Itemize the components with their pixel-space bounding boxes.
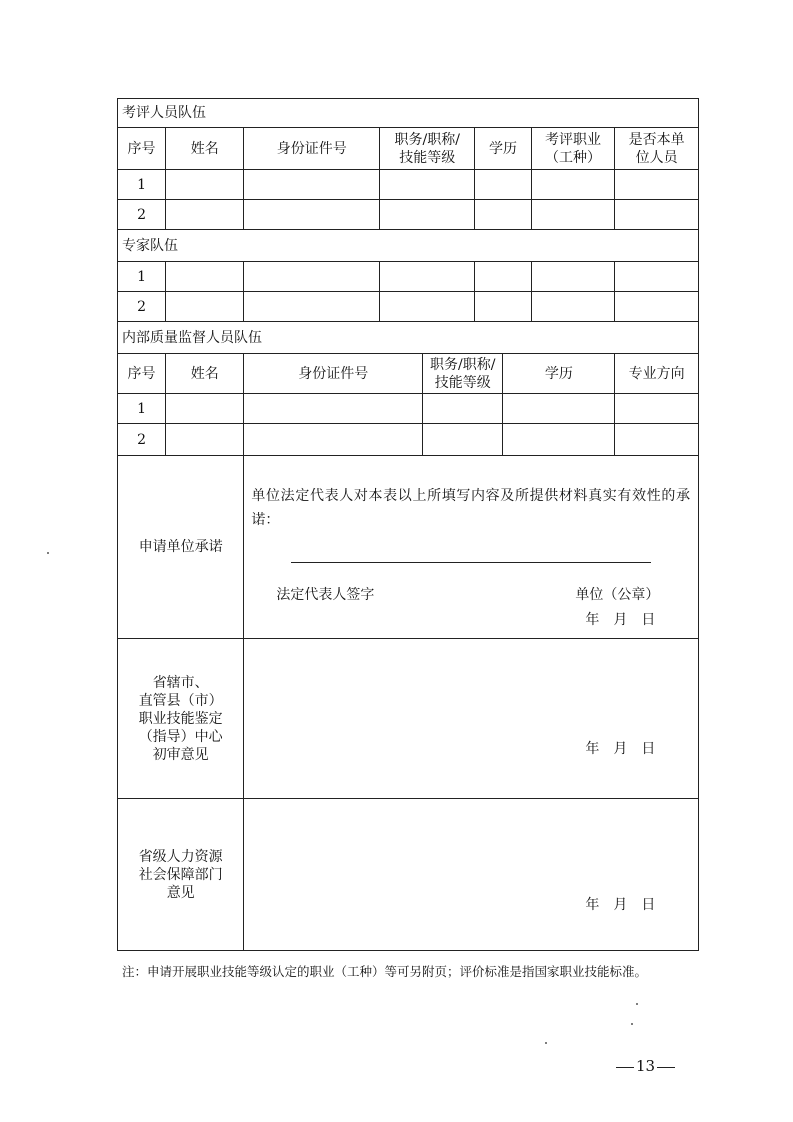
initial-review-date: 年 月 日 bbox=[585, 741, 656, 757]
row-number: 2 bbox=[118, 424, 166, 456]
position-cell[interactable] bbox=[380, 200, 475, 230]
id-number-cell[interactable] bbox=[244, 394, 423, 424]
hr-dept-cell[interactable] bbox=[244, 799, 699, 951]
col-header-name: 姓名 bbox=[166, 354, 244, 394]
row-number: 1 bbox=[118, 262, 166, 292]
position-cell[interactable] bbox=[423, 424, 503, 456]
application-form-table bbox=[117, 98, 699, 951]
col-header-position: 职务/职称/ 技能等级 bbox=[380, 128, 475, 170]
education-cell[interactable] bbox=[475, 200, 531, 230]
scan-speck bbox=[636, 1003, 638, 1005]
specialty-cell[interactable] bbox=[615, 394, 699, 424]
education-cell[interactable] bbox=[475, 292, 531, 322]
seal-label: 单位（公章） bbox=[575, 587, 660, 603]
position-cell[interactable] bbox=[380, 170, 475, 200]
is-staff-cell[interactable] bbox=[615, 262, 699, 292]
col-header-is-staff: 是否本单 位人员 bbox=[615, 128, 699, 170]
position-cell[interactable] bbox=[423, 394, 503, 424]
education-cell[interactable] bbox=[475, 170, 531, 200]
dash-left bbox=[616, 1067, 634, 1068]
commitment-cell[interactable] bbox=[244, 456, 699, 639]
commitment-label: 申请单位承诺 bbox=[118, 456, 244, 639]
name-cell[interactable] bbox=[166, 394, 244, 424]
signature-line[interactable] bbox=[291, 562, 651, 563]
footnote: 注：申请开展职业技能等级认定的职业（工种）等可另附页；评价标准是指国家职业技能标准。 bbox=[122, 964, 648, 979]
occupation-cell[interactable] bbox=[531, 292, 615, 322]
table-row bbox=[118, 292, 699, 322]
name-cell[interactable] bbox=[166, 170, 244, 200]
col-header-seq: 序号 bbox=[118, 128, 166, 170]
hr-dept-label: 省级人力资源 社会保障部门 意见 bbox=[118, 799, 244, 951]
dash-right bbox=[657, 1067, 675, 1068]
col-header-id-number: 身份证件号 bbox=[244, 128, 380, 170]
col-header-name: 姓名 bbox=[166, 128, 244, 170]
col-header-position: 职务/职称/ 技能等级 bbox=[423, 354, 503, 394]
id-number-cell[interactable] bbox=[244, 262, 380, 292]
row-number: 2 bbox=[118, 292, 166, 322]
col-header-seq: 序号 bbox=[118, 354, 166, 394]
is-staff-cell[interactable] bbox=[615, 292, 699, 322]
name-cell[interactable] bbox=[166, 200, 244, 230]
position-cell[interactable] bbox=[380, 292, 475, 322]
commitment-date: 年 月 日 bbox=[585, 612, 656, 628]
commitment-text: 单位法定代表人对本表以上所填写内容及所提供材料真实有效性的承诺： bbox=[251, 488, 690, 528]
col-header-assessed-occupation: 考评职业 （工种） bbox=[531, 128, 615, 170]
scan-speck bbox=[47, 552, 49, 554]
table-row bbox=[118, 170, 699, 200]
row-number: 1 bbox=[118, 170, 166, 200]
is-staff-cell[interactable] bbox=[615, 170, 699, 200]
specialty-cell[interactable] bbox=[615, 424, 699, 456]
id-number-cell[interactable] bbox=[244, 292, 380, 322]
col-header-education: 学历 bbox=[475, 128, 531, 170]
signature-label: 法定代表人签字 bbox=[276, 587, 375, 603]
row-number: 1 bbox=[118, 394, 166, 424]
occupation-cell[interactable] bbox=[531, 200, 615, 230]
id-number-cell[interactable] bbox=[244, 170, 380, 200]
education-cell[interactable] bbox=[503, 424, 615, 456]
is-staff-cell[interactable] bbox=[615, 200, 699, 230]
row-number: 2 bbox=[118, 200, 166, 230]
table-row bbox=[118, 262, 699, 292]
col-header-specialty: 专业方向 bbox=[615, 354, 699, 394]
education-cell[interactable] bbox=[475, 262, 531, 292]
name-cell[interactable] bbox=[166, 292, 244, 322]
position-cell[interactable] bbox=[380, 262, 475, 292]
id-number-cell[interactable] bbox=[244, 424, 423, 456]
scan-speck bbox=[545, 1042, 547, 1044]
occupation-cell[interactable] bbox=[531, 262, 615, 292]
page-number bbox=[614, 1057, 677, 1075]
examiners-section-title: 考评人员队伍 bbox=[118, 99, 699, 128]
education-cell[interactable] bbox=[503, 394, 615, 424]
page-number-value: 13 bbox=[636, 1057, 656, 1075]
table-row bbox=[118, 200, 699, 230]
supervisors-section-title: 内部质量监督人员队伍 bbox=[118, 322, 699, 354]
initial-review-label: 省辖市、 直管县（市） 职业技能鉴定 （指导）中心 初审意见 bbox=[118, 639, 244, 799]
table-row bbox=[118, 424, 699, 456]
name-cell[interactable] bbox=[166, 262, 244, 292]
hr-dept-date: 年 月 日 bbox=[585, 897, 656, 913]
occupation-cell[interactable] bbox=[531, 170, 615, 200]
table-row bbox=[118, 394, 699, 424]
col-header-id-number: 身份证件号 bbox=[244, 354, 423, 394]
experts-section-title: 专家队伍 bbox=[118, 230, 699, 262]
col-header-education: 学历 bbox=[503, 354, 615, 394]
id-number-cell[interactable] bbox=[244, 200, 380, 230]
scan-speck bbox=[631, 1023, 633, 1025]
initial-review-cell[interactable] bbox=[244, 639, 699, 799]
name-cell[interactable] bbox=[166, 424, 244, 456]
